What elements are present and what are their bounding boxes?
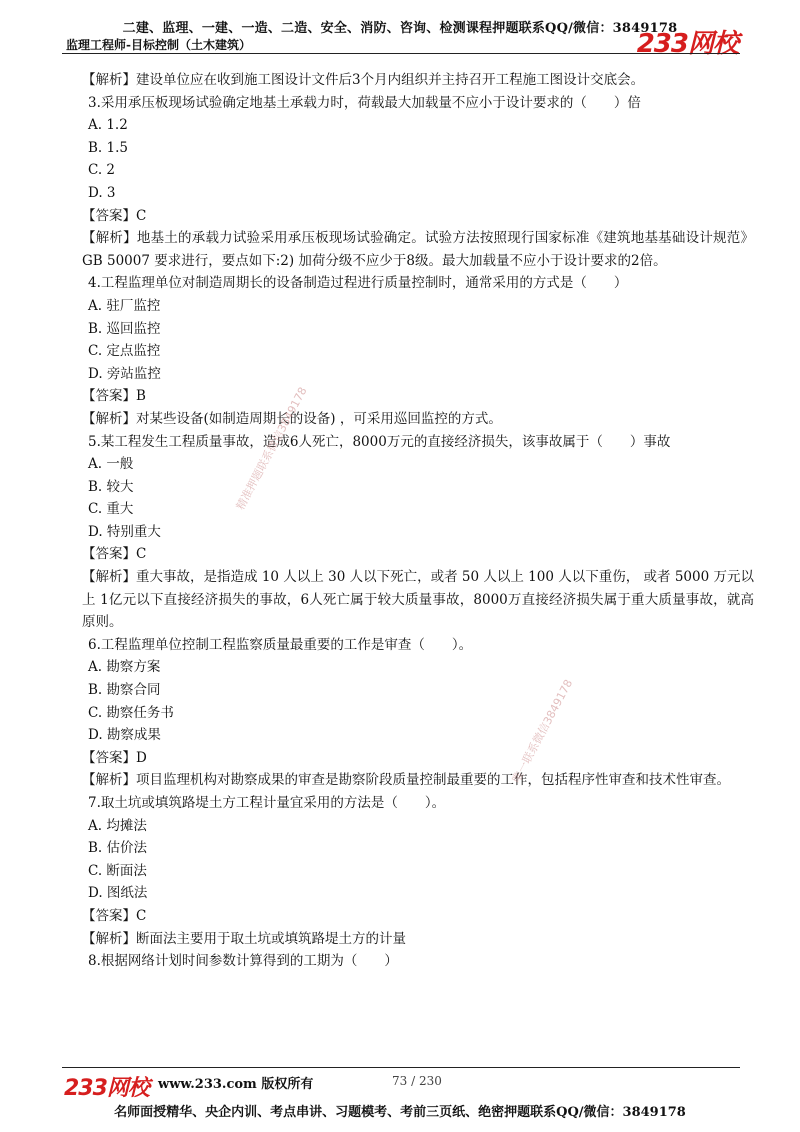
analysis-text: 【解析】重大事故，是指造成 10 人以上 30 人以下死亡，或者 50 人以上 100 人以下重伤， 或者 5000 万元以上 1亿元以下直接经济损失的事故，6人死亡属于较大质量事故，8000万直接经济损失属于重大质量事故，就高原则。: [82, 569, 754, 631]
option-d: D. 图纸法: [88, 885, 148, 902]
option-c: C. 定点监控: [88, 343, 161, 360]
option-d: D. 特别重大: [88, 523, 161, 540]
option-b: B. 勘察合同: [88, 682, 161, 699]
analysis-text: 【解析】项目监理机构对勘察成果的审查是勘察阶段质量控制最重要的工作，包括程序性审查和技术性审查。: [82, 772, 730, 789]
header-logo: 233网校: [636, 29, 738, 59]
option-a: A. 1.2: [88, 117, 128, 134]
option-c: C. 重大: [88, 501, 134, 518]
option-b: B. 较大: [88, 478, 134, 495]
analysis-text: 【解析】建设单位应在收到施工图设计文件后3个月内组织并主持召开工程施工图设计交底会。: [82, 72, 645, 88]
option-b: B. 巡回监控: [88, 320, 161, 337]
analysis-text: 【解析】断面法主要用于取土坑或填筑路堤土方的计量: [82, 930, 406, 947]
option-c: C. 勘察任务书: [88, 704, 174, 721]
option-a: A. 驻厂监控: [88, 297, 161, 314]
analysis-text: 【解析】对某些设备(如制造周期长的设备) ，可采用巡回监控的方式。: [82, 410, 502, 427]
option-b: B. 1.5: [88, 139, 128, 156]
footer-contact-line: 名师面授精华、央企内训、考点串讲、习题模考、考前三页纸、绝密押题联系QQ/微信：3849178: [114, 1105, 686, 1120]
footer-divider: [62, 1067, 740, 1068]
watermark-text: 精准押题联系微信3849178: [233, 384, 310, 513]
answer-text: 【答案】D: [82, 749, 147, 766]
answer-text: 【答案】C: [82, 907, 147, 924]
header-contact-line: 二建、监理、一建、一造、二造、安全、消防、咨询、检测课程押题联系QQ/微信：3849178: [122, 21, 678, 36]
question-stem: 8.根据网络计划时间参数计算得到的工期为（ ）: [88, 953, 398, 970]
answer-text: 【答案】C: [82, 546, 147, 563]
option-c: C. 2: [88, 162, 116, 179]
footer-logo: 233网校: [64, 1076, 149, 1101]
option-c: C. 断面法: [88, 862, 147, 879]
header-divider: [62, 53, 740, 54]
header-subject-title: 监理工程师-目标控制（土木建筑）: [66, 38, 251, 52]
option-b: B. 估价法: [88, 840, 148, 857]
question-stem: 6.工程监理单位控制工程监察质量最重要的工作是审查（ ）。: [88, 636, 473, 653]
option-d: D. 旁站监控: [88, 365, 161, 382]
question-stem: 3.采用承压板现场试验确定地基土承载力时，荷载最大加载量不应小于设计要求的（ ）倍: [88, 94, 641, 111]
option-a: A. 勘察方案: [88, 659, 161, 676]
option-d: D. 勘察成果: [88, 727, 161, 744]
option-a: A. 均摊法: [88, 817, 147, 834]
watermark-text: 唯一联系微信3849178: [509, 677, 576, 786]
page-number: 73 / 230: [392, 1074, 442, 1088]
analysis-text: 【解析】地基土的承载力试验采用承压板现场试验确定。试验方法按照现行国家标准《建筑地基基础设计规范》GB 50007 要求进行，要点如下:2) 加荷分级不应少于8级。最大加载量不应小于设计要求的2倍。: [82, 230, 754, 269]
option-a: A. 一般: [88, 456, 134, 473]
question-content: [82, 69, 754, 973]
answer-text: 【答案】C: [82, 207, 147, 224]
option-d: D. 3: [88, 184, 116, 201]
footer-copyright: www.233.com 版权所有: [158, 1077, 314, 1092]
answer-text: 【答案】B: [82, 388, 146, 405]
question-stem: 4.工程监理单位对制造周期长的设备制造过程进行质量控制时，通常采用的方式是（ ）: [88, 275, 628, 292]
question-stem: 5.某工程发生工程质量事故，造成6人死亡，8000万元的直接经济损失，该事故属于（ ）事故: [88, 433, 671, 450]
question-stem: 7.取土坑或填筑路堤土方工程计量宜采用的方法是（ ）。: [88, 795, 446, 811]
